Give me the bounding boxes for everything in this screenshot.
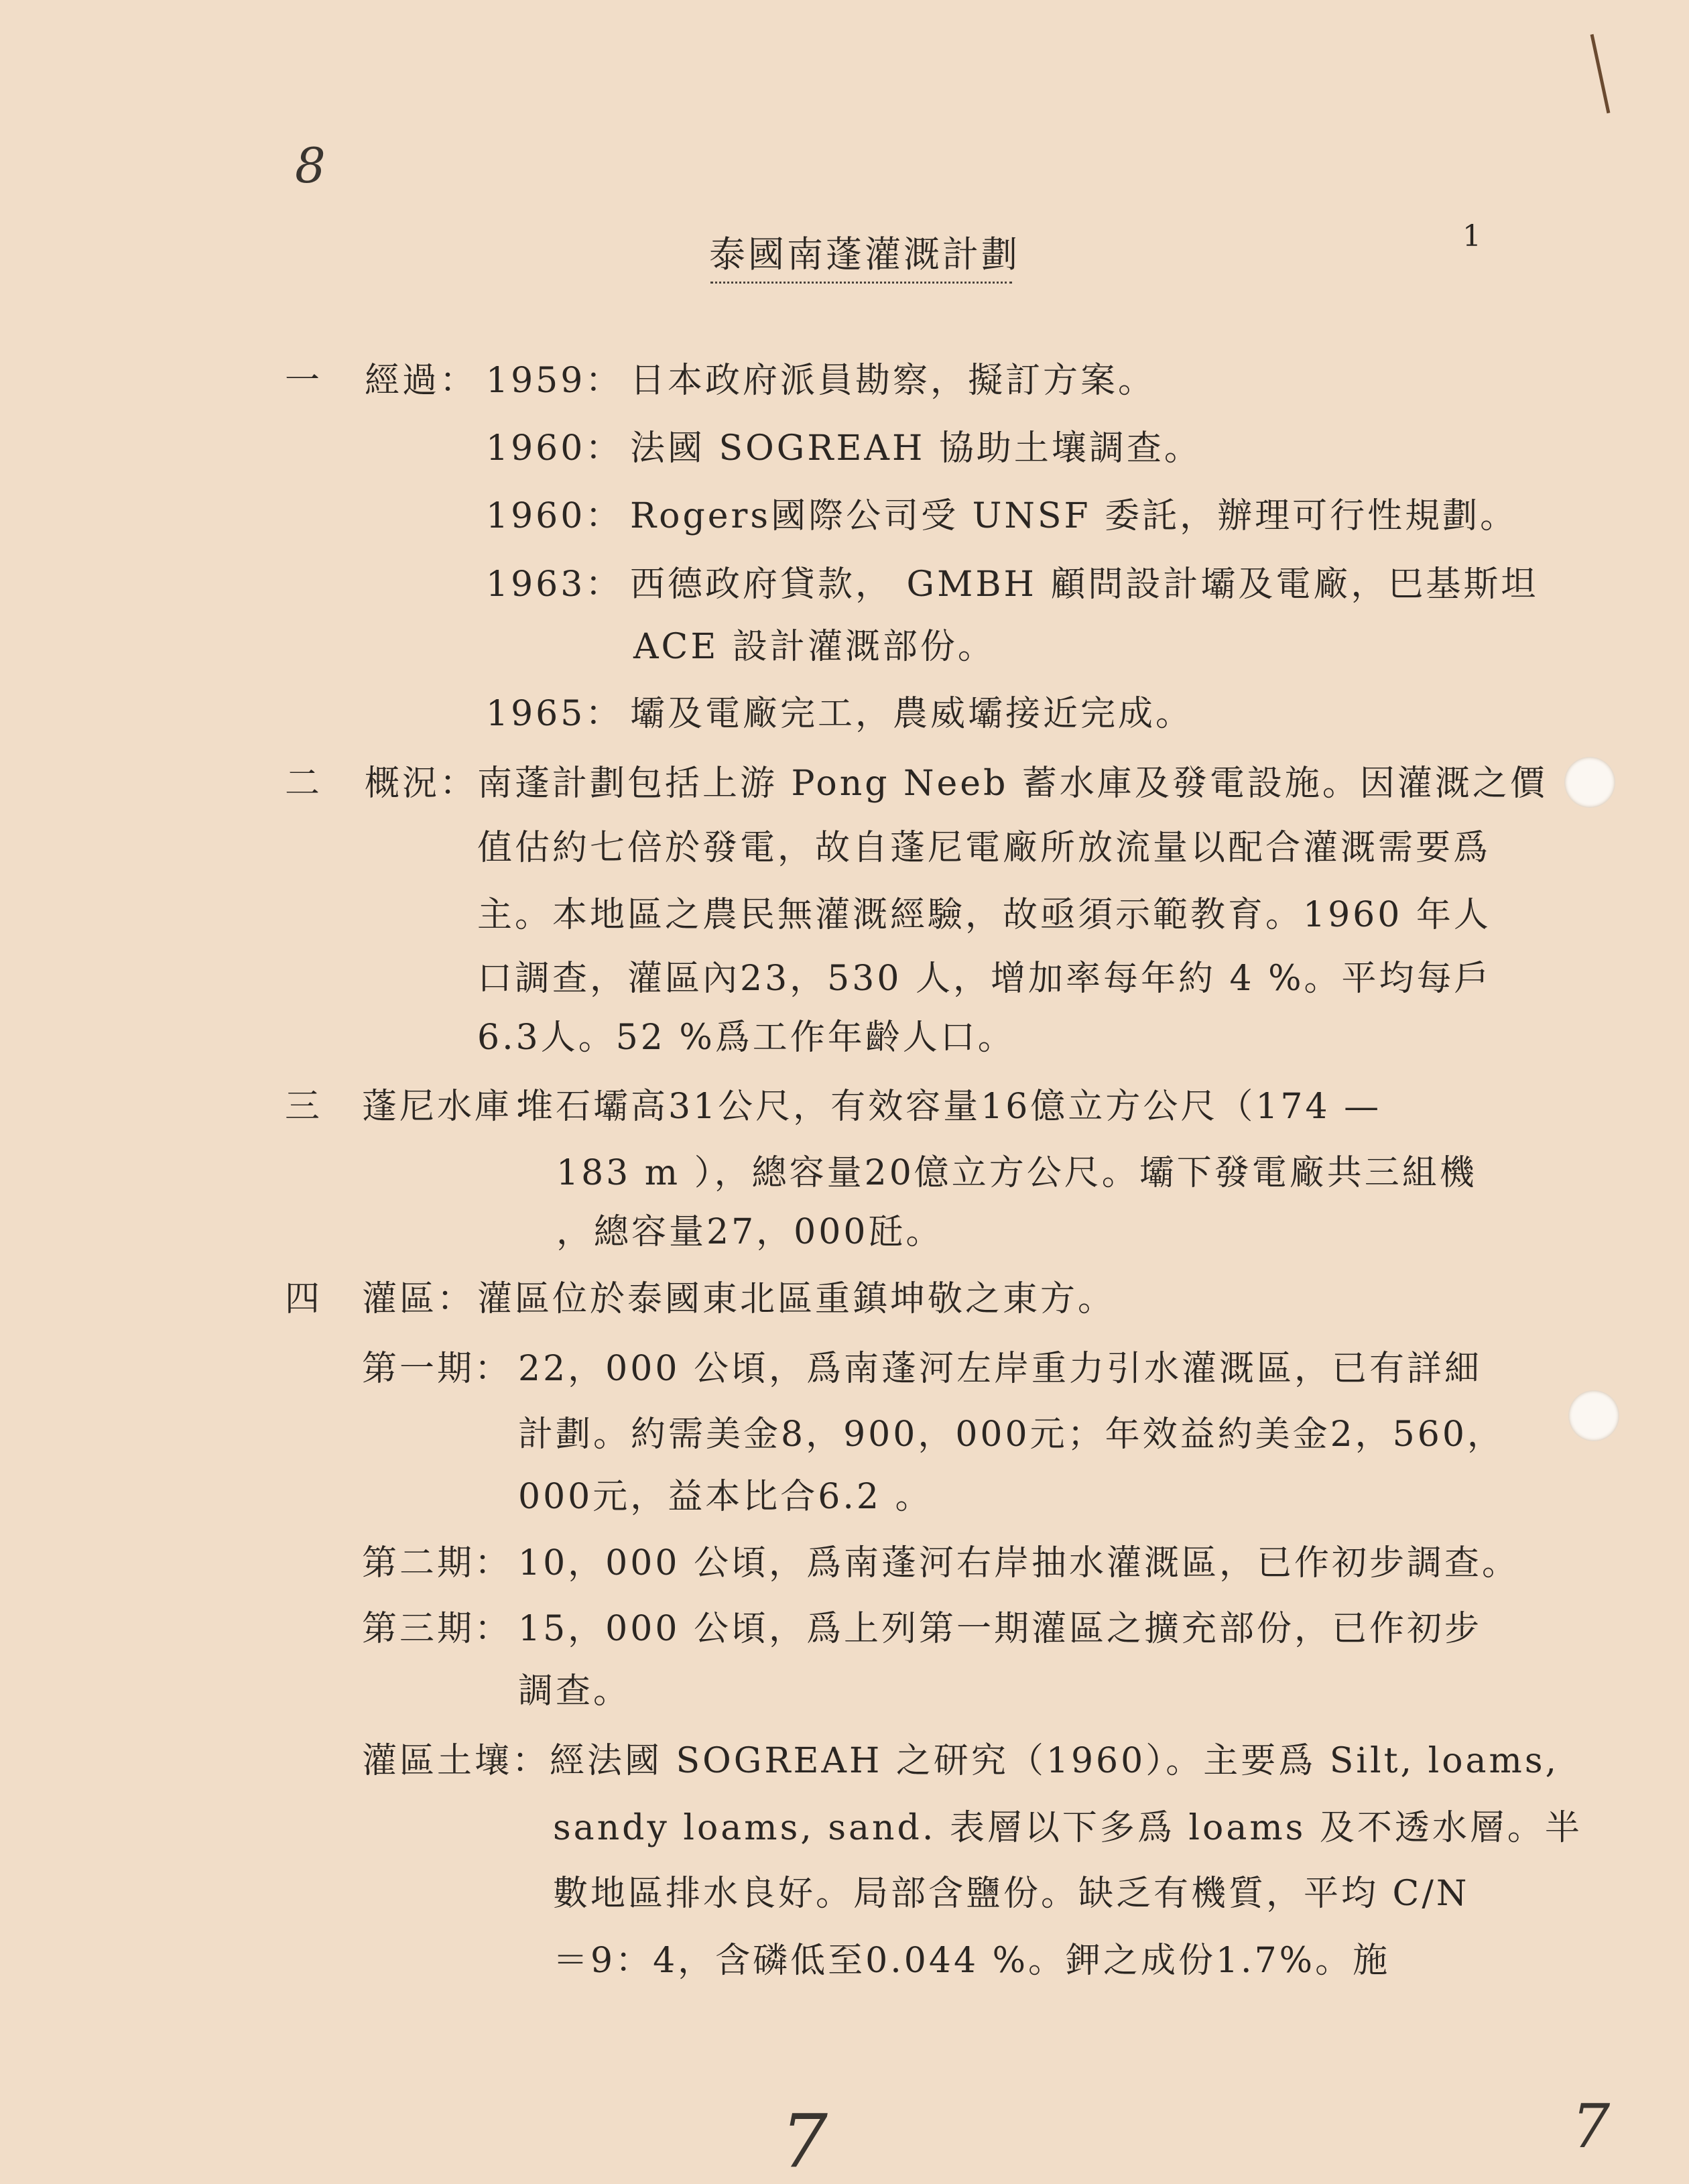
- handwritten-corner-number: 7: [1572, 2091, 1611, 2162]
- phase-line: 10，000 公頃，爲南蓬河右岸抽水灌溉區，已作初步調查。: [518, 1543, 1519, 1583]
- section-2-line: 口調查，灌區內23，530 人，增加率每年約 4 %。平均每戶: [477, 959, 1492, 999]
- page-number: 1: [1462, 219, 1484, 253]
- entry-year: 1959：: [486, 361, 623, 401]
- section-3-line: ，總容量27，000瓩。: [556, 1212, 944, 1252]
- section-3-label: 蓬尼水庫：: [362, 1087, 550, 1127]
- section-4-intro: 灌區位於泰國東北區重鎮坤敬之東方。: [477, 1279, 1116, 1319]
- punch-hole: [1564, 757, 1615, 808]
- title-underline: [710, 282, 1012, 284]
- entry-text: 壩及電廠完工，農威壩接近完成。: [630, 694, 1194, 734]
- phase-line: 計劃。約需美金8，900，000元；年效益約美金2，560，: [518, 1414, 1505, 1455]
- entry-year: 1963：: [486, 564, 623, 605]
- section-4-label: 灌區：: [362, 1279, 475, 1319]
- phase-label: 第三期：: [362, 1609, 513, 1649]
- phase-label: 第二期：: [362, 1543, 513, 1583]
- phase-line: 22，000 公頃，爲南蓬河左岸重力引水灌溉區，已有詳細: [518, 1349, 1482, 1389]
- section-1-label: 經過：: [365, 361, 478, 401]
- entry-text: 法國 SOGREAH 協助土壤調查。: [630, 428, 1202, 469]
- soil-line: 數地區排水良好。局部含鹽份。缺乏有機質，平均 C/N: [553, 1874, 1470, 1914]
- entry-text: Rogers國際公司受 UNSF 委託，辦理可行性規劃。: [630, 496, 1518, 536]
- section-2-line: 主。本地區之農民無灌溉經驗，故亟須示範教育。1960 年人: [477, 895, 1491, 935]
- entry-text: 日本政府派員勘察，擬訂方案。: [630, 361, 1156, 401]
- paper-mark: [1590, 34, 1611, 113]
- section-2-marker: 二: [285, 764, 323, 804]
- section-3-marker: 三: [285, 1087, 323, 1127]
- section-3-line: 堆石壩高31公尺，有效容量16億立方公尺（174 —: [518, 1087, 1382, 1127]
- phase-label: 第一期：: [362, 1349, 513, 1389]
- soil-line: sandy loams, sand. 表層以下多爲 loams 及不透水層。半: [553, 1808, 1582, 1848]
- entry-year: 1960：: [486, 428, 623, 469]
- section-2-line: 6.3人。52 %爲工作年齡人口。: [477, 1018, 1015, 1058]
- section-1-marker: 一: [285, 361, 323, 401]
- soil-label: 灌區土壤：: [362, 1741, 550, 1781]
- soil-line: ＝9：4，含磷低至0.044 %。鉀之成份1.7%。施: [553, 1941, 1391, 1981]
- entry-continuation: ACE 設計灌溉部份。: [633, 627, 995, 667]
- section-2-label: 概況：: [365, 764, 478, 804]
- soil-line: 經法國 SOGREAH 之研究（1960）。主要爲 Silt, loams,: [550, 1741, 1560, 1781]
- section-2-line: 值估約七倍於發電，故自蓬尼電廠所放流量以配合灌溉需要爲: [477, 828, 1491, 868]
- section-3-line: 183 m ），總容量20億立方公尺。壩下發電廠共三組機: [556, 1153, 1477, 1193]
- phase-line: 15，000 公頃，爲上列第一期灌區之擴充部份，已作初步: [518, 1609, 1482, 1649]
- entry-year: 1965：: [486, 694, 623, 734]
- document-title: 泰國南蓬灌溉計劃: [709, 233, 1020, 276]
- entry-year: 1960：: [486, 496, 623, 536]
- punch-hole: [1568, 1390, 1619, 1441]
- section-4-marker: 四: [285, 1279, 323, 1319]
- entry-text: 西德政府貸款， GMBH 顧問設計壩及電廠，巴基斯坦: [630, 564, 1539, 605]
- phase-line: 000元，益本比合6.2 。: [518, 1477, 933, 1517]
- handwritten-folio: 7: [781, 2098, 828, 2184]
- section-2-line: 南蓬計劃包括上游 Pong Neeb 蓄水庫及發電設施。因灌溉之價: [477, 764, 1548, 804]
- handwritten-page-mark: 8: [295, 137, 326, 194]
- phase-line: 調查。: [518, 1671, 631, 1711]
